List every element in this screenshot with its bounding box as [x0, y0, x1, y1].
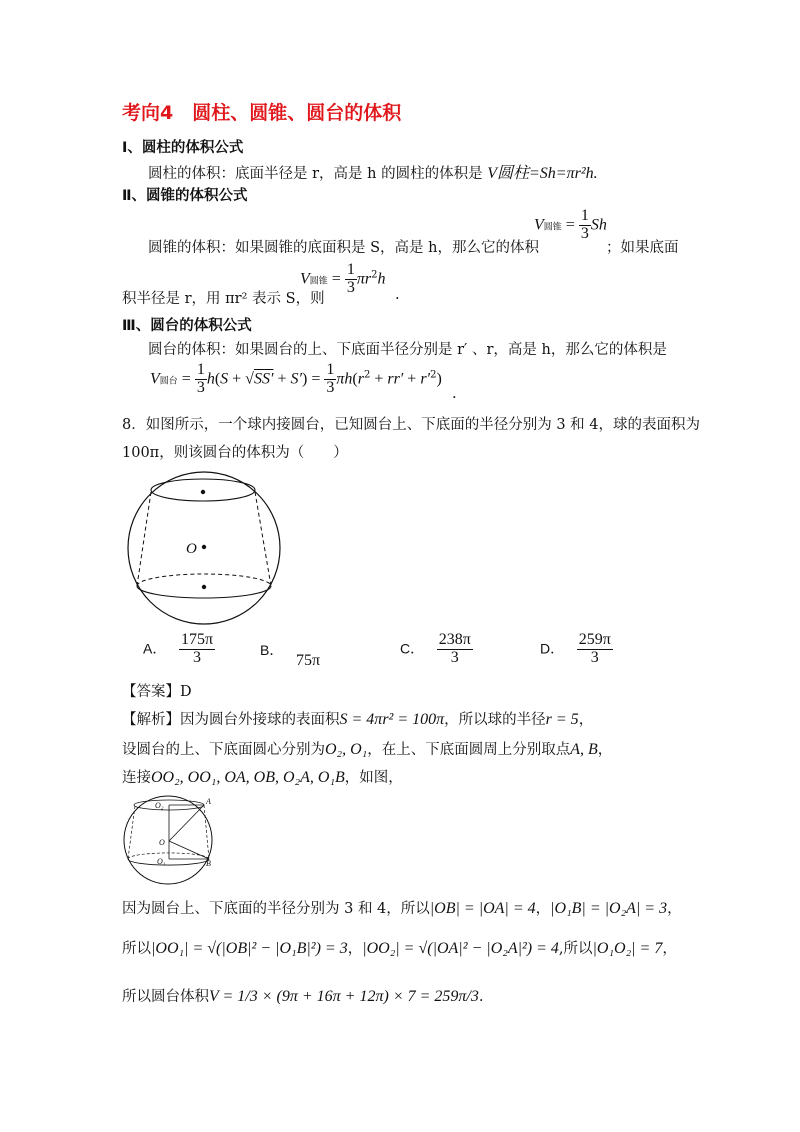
question-line-2: 100π，则该圆台的体积为（ ） [122, 445, 348, 461]
option-b-label: B． [260, 642, 284, 658]
analysis-3b: ，如图， [344, 770, 403, 786]
analysis-line-1 [122, 708, 593, 729]
analysis-2c: ， [597, 742, 613, 758]
analysis-2a: 设圆台的上、下底面圆心分别为 [122, 742, 325, 758]
section-1-heading: Ⅰ、圆柱的体积公式 [122, 140, 244, 156]
analysis-5c: ， [662, 941, 677, 957]
analysis-3a: 连接 [122, 770, 151, 786]
option-c-value: $\frac{238\pi}{3}$ [438, 631, 471, 666]
option-d-value: $\frac{259\pi}{3}$ [578, 631, 611, 666]
analysis-5b: ,所以 [558, 941, 593, 957]
option-c-label: C． [400, 640, 425, 657]
analysis-2b: ，在上、下底面圆周上分别取点 [367, 742, 571, 758]
analysis-4a: 因为圆台上、下底面的半径分别为 3 和 4，所以 [122, 901, 430, 917]
analysis-4-sep: ， [535, 901, 551, 917]
section-2-text1: 圆锥的体积：如果圆锥的底面积是 S，高是 h，那么它的体积 [148, 240, 539, 256]
sphere-area-formula: S = 4πr² = 100π [339, 711, 445, 728]
o1o2-formula: |O₁O₂| = 7 [592, 940, 663, 957]
analysis-6a: 所以圆台体积 [122, 989, 209, 1005]
option-d-label: D． [540, 640, 565, 657]
option-b[interactable] [260, 640, 321, 669]
analysis-4c: ， [667, 901, 682, 917]
analysis-line-3 [122, 766, 403, 787]
oo2-formula: |OO₂| = √(|OA|² − |O₂A|²) = 4 [362, 940, 559, 957]
analysis-line-2 [122, 738, 612, 759]
sphere-radius: r = 5 [545, 711, 579, 728]
period-mark-2: . [452, 386, 457, 402]
points-formula: A, B [570, 741, 598, 758]
frustum-volume-result: V = 1/3 × (9π + 16π + 12π) × 7 = 259π/3 [209, 988, 479, 1005]
frustum-volume-formula: V圆台 = $\frac{1}{3}$ h(S + √SS′ + S′) = $\frac{1}{3}$ $\pi h(r^2 + rr' + r'^2)$ [150, 361, 442, 396]
option-c[interactable] [400, 632, 473, 667]
analysis-6b: . [478, 989, 484, 1005]
section-2-text1-end: ；如果底面 [606, 240, 679, 256]
analysis-1a: 【解析】因为圆台外接球的表面积 [122, 712, 340, 728]
analysis-1b: ，所以球的半径 [444, 712, 546, 728]
section-2-text2: 积半径是 r，用 πr² 表示 S，则 [122, 291, 325, 307]
section-3-heading: Ⅲ、圆台的体积公式 [122, 318, 252, 334]
analysis-line-6 [122, 985, 483, 1006]
center-label-o: O [186, 541, 197, 557]
option-a-value: $\frac{175\pi}{3}$ [180, 631, 214, 666]
analysis-5a: 所以 [122, 941, 151, 957]
sphere-frustum-figure [124, 470, 286, 628]
option-a[interactable] [143, 632, 215, 667]
section-3-text: 圆台的体积：如果圆台的上、下底面半径分别是 r′ 、r，高是 h，那么它的体积是 [148, 342, 667, 358]
option-d[interactable] [540, 632, 613, 667]
option-b-value: 75π [295, 652, 321, 669]
section-1-text [148, 160, 598, 183]
cone-volume-formula: V圆锥 = $\frac{1}{3}$ Sh [534, 207, 607, 242]
period-mark: . [395, 287, 400, 303]
analysis-figure [120, 793, 220, 888]
page-title: 考向4 圆柱、圆锥、圆台的体积 [122, 102, 402, 124]
o1b-o2a-formula: |O₁B| = |O₂A| = 3 [550, 900, 668, 917]
option-a-label: A． [143, 640, 167, 657]
analysis-1c: ， [578, 712, 594, 728]
label-b: B [206, 859, 211, 868]
oo1-formula: |OO₁| = √(|OB|² − |O₁B|²) = 3 [151, 940, 348, 957]
analysis-line-5 [122, 937, 677, 958]
cone-volume-formula-2: V圆锥 = $\frac{1}{3}$ $\pi r^2h$ [300, 261, 386, 296]
analysis-line-4 [122, 897, 682, 918]
cylinder-volume-formula: V圆柱=Sh=πr²h. [487, 165, 598, 182]
section-2-heading: Ⅱ、圆锥的体积公式 [122, 188, 248, 204]
section-1-sentence: 圆柱的体积：底面半径是 r，高是 h 的圆柱的体积是 [148, 166, 488, 182]
label-o2: O₂ [155, 801, 164, 810]
label-o: O [159, 838, 165, 847]
label-o1: O₁ [157, 857, 166, 866]
analysis-5-sep: ， [347, 941, 363, 957]
centers-formula: O₂, O₁ [325, 741, 368, 758]
segments-formula: OO₂, OO₁, OA, OB, O₂A, O₁B [151, 769, 345, 786]
question-line-1: 8．如图所示，一个球内接圆台，已知圆台上、下底面的半径分别为 3 和 4，球的表面积为 [122, 417, 700, 433]
ob-oa-formula: |OB| = |OA| = 4 [429, 900, 536, 917]
answer-text: 【答案】D [122, 684, 192, 700]
label-a: A [206, 797, 211, 806]
